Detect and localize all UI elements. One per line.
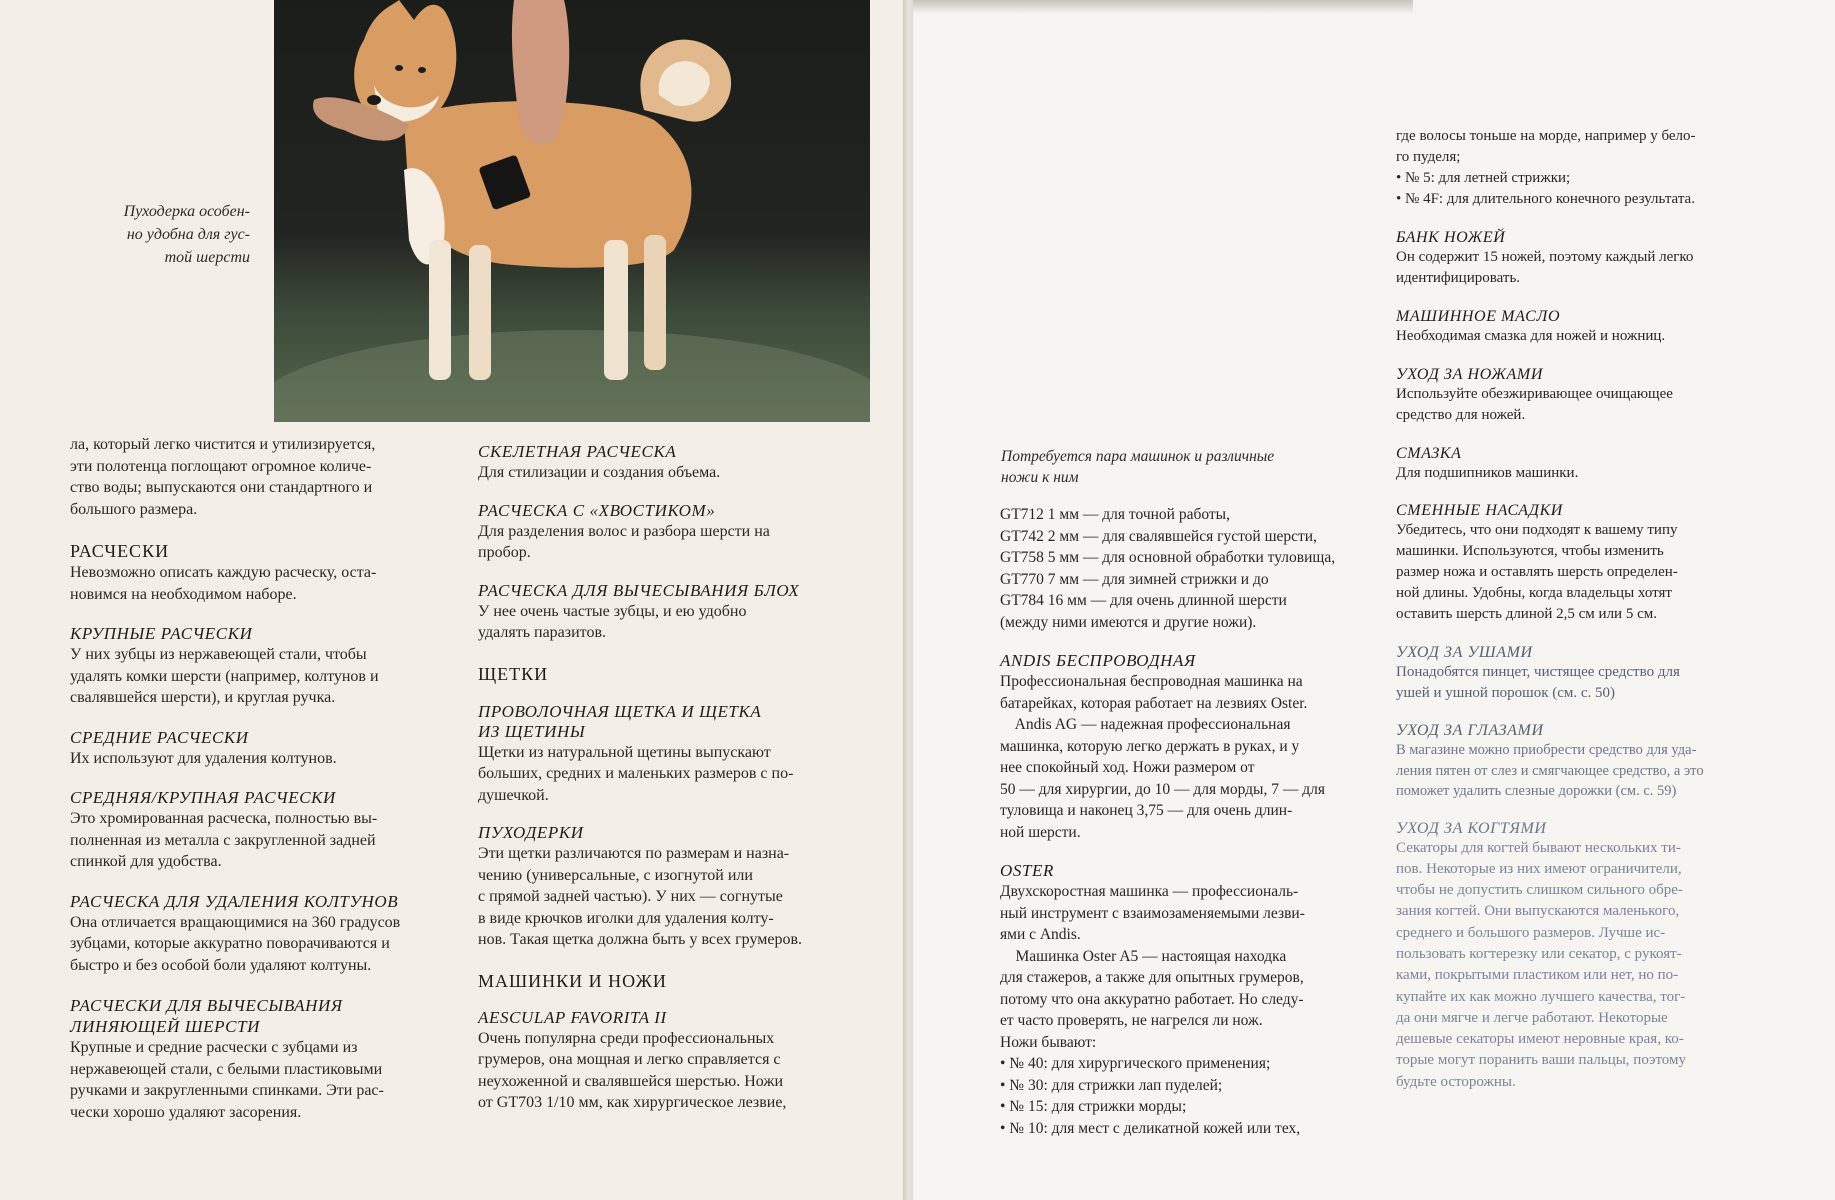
text-line: удалять комки шерсти (например, колтунов и — [70, 667, 379, 685]
text-line: быстро и без особой боли удаляют колтуны. — [70, 956, 372, 974]
text-line: машинка, которую легко держать в руках, и у — [1000, 737, 1300, 755]
section-text — [478, 742, 868, 807]
text-line: полненная из металла с закругленной задней — [70, 831, 376, 849]
text-line: дешевые секаторы имеют неровные края, ко- — [1396, 1031, 1684, 1048]
subsection-heading: СРЕДНЯЯ/КРУПНАЯ РАСЧЕСКИ — [70, 788, 336, 807]
subsection-heading: ПУХОДЕРКИ — [478, 823, 584, 842]
text-line: чески хорошо удаляют засорения. — [70, 1103, 302, 1121]
text-line: ла, который легко чистится и утилизируется, — [70, 436, 376, 453]
shiba-dog-photo — [274, 0, 870, 422]
heading-line: ЛИНЯЮЩЕЙ ШЕРСТИ — [70, 1017, 260, 1036]
text-line: нов. Такая щетка должна быть у всех грумеров. — [478, 931, 803, 948]
subsection-heading: УХОД ЗА КОГТЯМИ — [1396, 819, 1547, 837]
text-line: GT784 16 мм — для очень длинной шерсти — [1000, 592, 1287, 609]
text-line: удалять паразитов. — [478, 624, 606, 641]
text-line: эти полотенца поглощают огромное количе- — [70, 457, 372, 475]
section-heading: РАСЧЕСКИ — [70, 541, 170, 561]
section-text — [70, 644, 465, 709]
subsection-heading: УХОД ЗА НОЖАМИ — [1396, 366, 1543, 383]
text-line: да они мягче и легче работают. Некоторые — [1396, 1009, 1668, 1026]
subsection-heading: МАШИННОЕ МАСЛО — [1396, 308, 1561, 325]
text-line: пользовать когтерезку или секатор, с рукоят- — [1396, 945, 1682, 962]
section-text — [70, 748, 465, 770]
text-line: неухоженной и свалявшейся шерстью. Ножи — [478, 1072, 784, 1090]
text-line: Для подшипников машинки. — [1396, 465, 1579, 481]
text-line: новимся на необходимом наборе. — [70, 585, 297, 603]
text-line: Andis AG — надежная профессиональная — [1000, 716, 1291, 733]
section-text — [478, 601, 868, 644]
text-line: оставить шерсть длиной 2,5 см или 5 см. — [1396, 606, 1657, 622]
section-text — [1396, 520, 1806, 625]
right-page — [913, 0, 1835, 1200]
text-line: Профессиональная беспроводная машинка на — [1000, 673, 1303, 690]
text-line: Необходимая смазка для ножей и ножниц. — [1396, 328, 1666, 344]
text-line: нее спокойный ход. Ножи размером от — [1000, 759, 1255, 776]
text-line: от GT703 1/10 мм, как хирургическое лезвие, — [478, 1094, 787, 1111]
subsection-heading: AESCULAP FAVORITA II — [478, 1007, 667, 1027]
caption-line: Пуходерка особен- — [123, 203, 250, 220]
section-text — [478, 462, 868, 484]
text-line: У них зубцы из нержавеющей стали, чтобы — [70, 646, 367, 663]
text-line: ления пятен от слез и смягчающее средство, а это — [1396, 762, 1704, 779]
section-text — [70, 562, 465, 605]
subsection-heading: СКЕЛЕТНАЯ РАСЧЕСКА — [478, 442, 677, 461]
text-line: Ножи бывают: — [1000, 1033, 1097, 1051]
text-line: GT712 1 мм — для точной работы, — [1000, 506, 1230, 523]
subsection-heading: УХОД ЗА УШАМИ — [1396, 644, 1533, 661]
text-line: ет часто проверять, не нагрелся ли нож. — [1000, 1012, 1263, 1029]
text-line: Для стилизации и создания объема. — [478, 464, 721, 481]
text-line: GT758 5 мм — для основной обработки туловища, — [1000, 549, 1336, 566]
text-line: Их используют для удаления колтунов. — [70, 749, 337, 767]
text-line: пов. Некоторые из них имеют ограничители, — [1396, 860, 1682, 877]
text-line: зубцами, которые аккуратно поворачиваются и — [70, 935, 390, 952]
text-line: машинки. Используются, чтобы изменить — [1396, 543, 1664, 559]
subsection-heading: СМАЗКА — [1396, 445, 1462, 462]
text-line: спинкой для удобства. — [70, 853, 222, 870]
text-line: купайте их как можно лучшего качества, тог- — [1396, 988, 1686, 1005]
text-line: GT742 2 мм — для свалявшейся густой шерсти, — [1000, 527, 1317, 545]
section-text — [70, 808, 465, 873]
subsection-heading: СМЕННЫЕ НАСАДКИ — [1396, 502, 1563, 519]
text-line: Очень популярна среди профессиональных — [478, 1029, 775, 1047]
section-heading: ЩЕТКИ — [478, 663, 549, 684]
text-line: свалявшейся шерсти), и круглая ручка. — [70, 689, 336, 706]
text-line: чению (универсальные, с изогнутой или — [478, 866, 753, 884]
text-line: У нее очень частые зубцы, и ею удобно — [478, 602, 747, 620]
text-line: ушей и ушной порошок (см. с. 50) — [1396, 685, 1616, 701]
text-line: нержавеющей стали, с белыми пластиковыми — [70, 1060, 383, 1078]
text-line: Она отличается вращающимися на 360 градусов — [70, 913, 401, 931]
subsection-heading: КРУПНЫЕ РАСЧЕСКИ — [70, 624, 253, 643]
text-line: (между ними имеются и другие ножи). — [1000, 613, 1257, 631]
section-text — [1396, 247, 1806, 289]
left-page — [0, 0, 905, 1200]
text-line: средство для ножей. — [1396, 407, 1526, 423]
text-line: Убедитесь, что они подходят к вашему типу — [1396, 522, 1678, 538]
text-line: размер ножа и оставлять шерсть определен- — [1396, 564, 1678, 580]
left-column — [1000, 504, 1376, 1139]
text-line: для стажеров, а также для опытных грумеров, — [1000, 969, 1304, 986]
section-heading: МАШИНКИ И НОЖИ — [478, 970, 667, 991]
text-line: Используйте обезжиривающее очищающее — [1396, 386, 1673, 402]
section-text — [70, 912, 465, 977]
subsection-heading: СРЕДНИЕ РАСЧЕСКИ — [70, 727, 249, 747]
text-line: потому что она аккуратно работает. Но следу- — [1000, 990, 1304, 1008]
section-text — [1396, 463, 1806, 484]
text-line: ной длины. Удобны, когда владельцы хотят — [1396, 585, 1672, 601]
subsection-heading — [70, 995, 465, 1037]
text-line: Он содержит 15 ножей, поэтому каждый легко — [1396, 249, 1694, 265]
list-item: • № 30: для стрижки лап пуделей; — [1000, 1076, 1223, 1094]
right-column — [1396, 126, 1806, 1093]
section-text — [1000, 671, 1376, 843]
text-line: Секаторы для когтей бывают нескольких ти- — [1396, 839, 1681, 856]
section-text — [1396, 838, 1806, 1094]
text-line: ный инструмент с взаимозаменяемыми лезви- — [1000, 904, 1305, 922]
text-line: среднего и большого размеров. Лучше ис- — [1396, 924, 1666, 941]
text-line: зания когтей. Они выпускаются маленького, — [1396, 903, 1680, 920]
list-item: • № 10: для мест с деликатной кожей или тех, — [1000, 1119, 1301, 1137]
text-line: где волосы тоньше на морде, например у бело- — [1396, 128, 1696, 144]
text-line: Эти щетки различаются по размерам и назна- — [478, 845, 790, 862]
text-line: большого размера. — [70, 500, 198, 518]
list-item: • № 4F: для длительного конечного результата. — [1396, 191, 1695, 207]
subsection-heading: БАНК НОЖЕЙ — [1396, 229, 1506, 246]
page-edge-shadow — [913, 0, 1413, 14]
section-text — [1000, 881, 1376, 1139]
subsection-heading: РАСЧЕСКА ДЛЯ УДАЛЕНИЯ КОЛТУНОВ — [70, 891, 399, 911]
text-line: торые могут поранить ваши пальцы, поэтому — [1396, 1052, 1687, 1069]
heading-line: РАСЧЕСКИ ДЛЯ ВЫЧЕСЫВАНИЯ — [70, 996, 343, 1015]
text-line: ями с Andis. — [1000, 926, 1081, 943]
section-text — [1396, 126, 1806, 210]
left-column — [70, 434, 465, 1123]
text-line: 50 — для хирургии, до 10 — для морды, 7 — для — [1000, 780, 1325, 798]
text-line: ками, покрытыми пластиком или нет, но по- — [1396, 967, 1679, 984]
section-text — [478, 843, 868, 951]
section-text — [70, 1037, 465, 1123]
photo-caption — [90, 200, 250, 269]
text-line: душечкой. — [478, 786, 549, 804]
text-line: ной шерсти. — [1000, 823, 1081, 841]
text-line: Понадобятся пинцет, чистящее средство для — [1396, 664, 1680, 680]
text-line: поможет удалить слезные дорожки (см. с. 59) — [1396, 783, 1677, 799]
photo-caption — [1001, 446, 1281, 488]
text-line: пробор. — [478, 544, 531, 561]
text-line: в виде крючков иголки для удаления колту- — [478, 909, 774, 927]
right-column — [478, 442, 868, 1114]
caption-line: но удобна для гус- — [126, 226, 250, 243]
caption-line: Потребуется пара машинок и различные — [1001, 448, 1275, 465]
text-line: больших, средних и маленьких размеров с по- — [478, 765, 794, 782]
subsection-heading: ANDIS БЕСПРОВОДНАЯ — [1000, 651, 1196, 670]
text-line: Невозможно описать каждую расческу, оста- — [70, 564, 377, 581]
text-line: Машинка Oster A5 — настоящая находка — [1000, 947, 1287, 965]
text-line: го пуделя; — [1396, 149, 1461, 165]
caption-line: ножи к ним — [1001, 469, 1079, 486]
text-line: батарейках, которая работает на лезвиях Oster. — [1000, 694, 1308, 712]
text-line: В магазине можно приобрести средство для уда- — [1396, 742, 1697, 758]
subsection-heading: РАСЧЕСКА ДЛЯ ВЫЧЕСЫВАНИЯ БЛОХ — [478, 580, 800, 600]
text-line: с прямой задней частью). У них — согнутые — [478, 888, 783, 905]
subsection-heading: OSTER — [1000, 861, 1054, 880]
section-text — [1396, 384, 1806, 426]
section-text — [478, 521, 868, 564]
section-text — [478, 1028, 868, 1114]
subsection-heading: УХОД ЗА ГЛАЗАМИ — [1396, 722, 1544, 739]
caption-line: той шерсти — [164, 249, 250, 266]
list-item: • № 15: для стрижки морды; — [1000, 1098, 1187, 1115]
text-line: Щетки из натуральной щетины выпускают — [478, 743, 771, 761]
text-line: Крупные и средние расчески с зубцами из — [70, 1039, 358, 1056]
list-item: • № 40: для хирургического применения; — [1000, 1055, 1271, 1072]
intro-paragraph — [70, 434, 465, 520]
list-item: • № 5: для летней стрижки; — [1396, 170, 1571, 186]
subsection-heading: РАСЧЕСКА С «ХВОСТИКОМ» — [478, 500, 716, 520]
section-text — [1396, 740, 1806, 802]
text-line: идентифицировать. — [1396, 270, 1521, 286]
heading-line: ПРОВОЛОЧНАЯ ЩЕТКА И ЩЕТКА — [478, 701, 762, 721]
text-line: грумеров, она мощная и легко справляется с — [478, 1051, 781, 1068]
text-line: Для разделения волос и разбора шерсти на — [478, 522, 770, 540]
text-line: будьте осторожны. — [1396, 1073, 1516, 1090]
section-text — [1396, 326, 1806, 347]
text-line: Двухскоростная машинка — профессиональ- — [1000, 883, 1299, 900]
text-line: туловища и наконец 3,75 — для очень длин- — [1000, 802, 1293, 819]
blade-list — [1000, 504, 1376, 633]
text-line: GT770 7 мм — для зимней стрижки и до — [1000, 570, 1269, 588]
text-line: чтобы не допустить слишком сильного обре- — [1396, 882, 1683, 899]
heading-line: ИЗ ЩЕТИНЫ — [478, 721, 586, 741]
text-line: Это хромированная расческа, полностью вы- — [70, 810, 378, 827]
subsection-heading — [478, 702, 868, 742]
text-line: ручками и закругленными спинками. Эти рас- — [70, 1082, 384, 1099]
text-line: ство воды; выпускаются они стандартного и — [70, 479, 373, 496]
section-text — [1396, 662, 1806, 704]
